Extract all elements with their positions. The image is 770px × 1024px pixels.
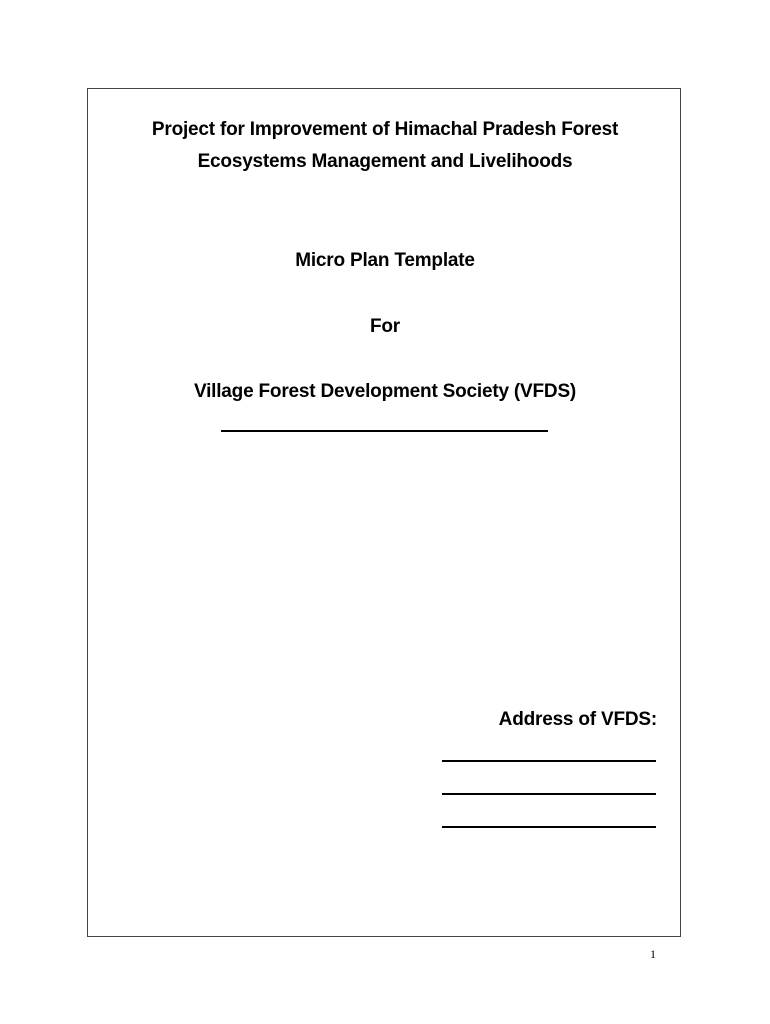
address-blank-line [442,793,656,795]
page-number: 1 [650,947,656,961]
subtitle: Micro Plan Template [295,250,475,271]
page-border [87,88,681,937]
title-line-1: Project for Improvement of Himachal Pradesh Forest [151,119,619,140]
address-blank-line [442,826,656,828]
address-blank-line [442,760,656,762]
for-text: For [369,316,400,337]
title-line-2: Ecosystems Management and Livelihoods [197,151,573,172]
society-name: Village Forest Development Society (VFDS) [193,381,577,402]
society-name-blank-line [221,430,548,432]
address-label: Address of VFDS: [498,709,657,730]
